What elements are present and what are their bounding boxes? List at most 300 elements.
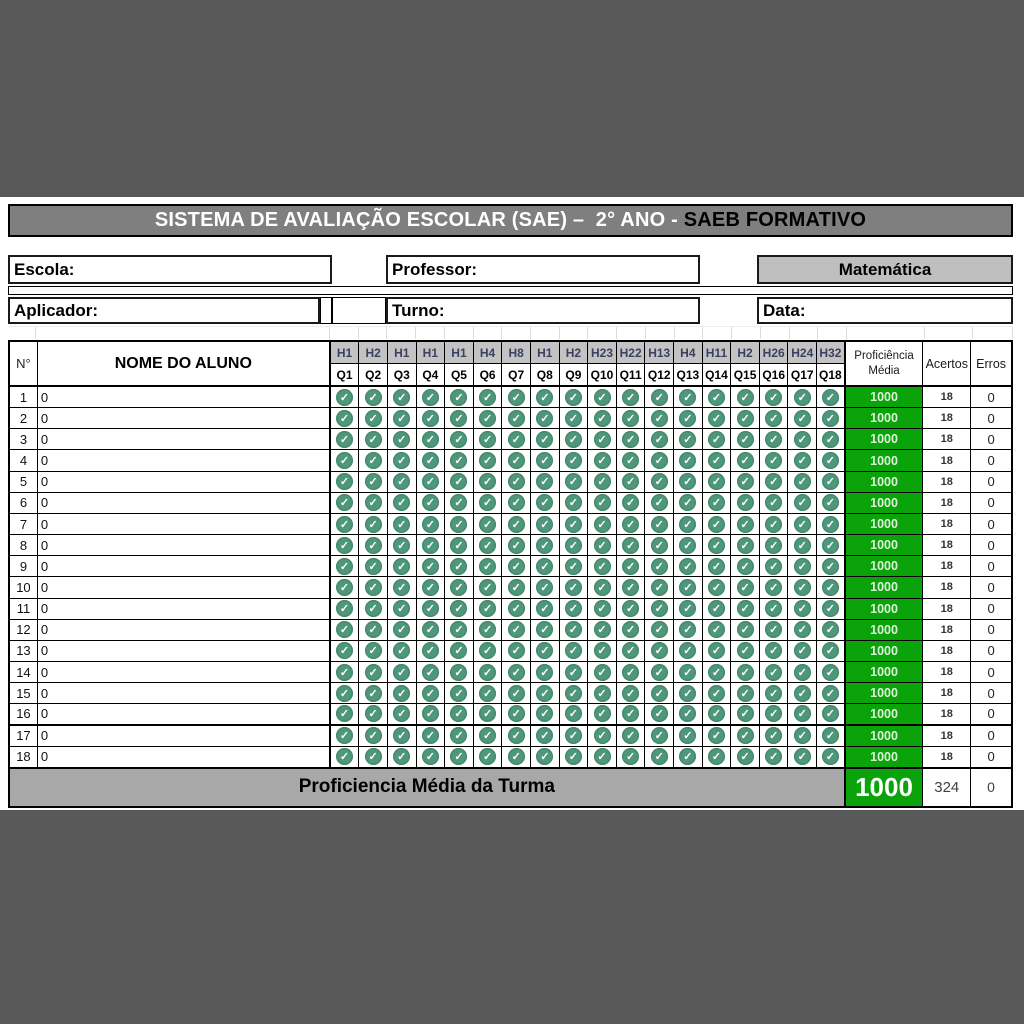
answer-cell-q8[interactable] bbox=[531, 493, 560, 514]
answer-cell-q6[interactable] bbox=[474, 747, 503, 768]
answer-cell-q10[interactable] bbox=[588, 493, 617, 514]
answer-cell-q9[interactable] bbox=[560, 429, 589, 450]
answer-cell-q8[interactable] bbox=[531, 704, 560, 725]
answer-cell-q10[interactable] bbox=[588, 408, 617, 429]
answer-cell-q4[interactable] bbox=[417, 620, 446, 641]
answer-cell-q12[interactable] bbox=[645, 683, 674, 704]
answer-cell-q3[interactable] bbox=[388, 704, 417, 725]
answer-cell-q5[interactable] bbox=[445, 747, 474, 768]
answer-cell-q8[interactable] bbox=[531, 641, 560, 662]
answer-cell-q15[interactable] bbox=[731, 387, 760, 408]
answer-cell-q1[interactable] bbox=[331, 683, 360, 704]
answer-cell-q18[interactable] bbox=[817, 514, 846, 535]
answer-cell-q1[interactable] bbox=[331, 429, 360, 450]
answer-cell-q16[interactable] bbox=[760, 472, 789, 493]
answer-cell-q16[interactable] bbox=[760, 577, 789, 598]
answer-cell-q14[interactable] bbox=[703, 387, 732, 408]
answer-cell-q8[interactable] bbox=[531, 599, 560, 620]
answer-cell-q3[interactable] bbox=[388, 556, 417, 577]
escola-field[interactable] bbox=[8, 255, 332, 284]
answer-cell-q1[interactable] bbox=[331, 387, 360, 408]
answer-cell-q6[interactable] bbox=[474, 429, 503, 450]
answer-cell-q5[interactable] bbox=[445, 620, 474, 641]
answer-cell-q9[interactable] bbox=[560, 641, 589, 662]
answer-cell-q8[interactable] bbox=[531, 387, 560, 408]
answer-cell-q12[interactable] bbox=[645, 535, 674, 556]
answer-cell-q12[interactable] bbox=[645, 387, 674, 408]
answer-cell-q14[interactable] bbox=[703, 620, 732, 641]
answer-cell-q8[interactable] bbox=[531, 577, 560, 598]
answer-cell-q10[interactable] bbox=[588, 704, 617, 725]
answer-cell-q18[interactable] bbox=[817, 472, 846, 493]
answer-cell-q8[interactable] bbox=[531, 408, 560, 429]
answer-cell-q14[interactable] bbox=[703, 683, 732, 704]
student-name-cell[interactable]: 0 bbox=[38, 662, 331, 683]
answer-cell-q8[interactable] bbox=[531, 535, 560, 556]
answer-cell-q11[interactable] bbox=[617, 450, 646, 471]
student-name-cell[interactable]: 0 bbox=[38, 577, 331, 598]
answer-cell-q2[interactable] bbox=[359, 535, 388, 556]
answer-cell-q8[interactable] bbox=[531, 556, 560, 577]
answer-cell-q15[interactable] bbox=[731, 620, 760, 641]
answer-cell-q4[interactable] bbox=[417, 493, 446, 514]
answer-cell-q2[interactable] bbox=[359, 577, 388, 598]
answer-cell-q6[interactable] bbox=[474, 641, 503, 662]
answer-cell-q9[interactable] bbox=[560, 493, 589, 514]
student-name-cell[interactable]: 0 bbox=[38, 620, 331, 641]
answer-cell-q11[interactable] bbox=[617, 493, 646, 514]
data-field[interactable] bbox=[757, 297, 1013, 324]
answer-cell-q11[interactable] bbox=[617, 726, 646, 747]
answer-cell-q7[interactable] bbox=[502, 387, 531, 408]
answer-cell-q11[interactable] bbox=[617, 683, 646, 704]
answer-cell-q3[interactable] bbox=[388, 450, 417, 471]
answer-cell-q13[interactable] bbox=[674, 577, 703, 598]
answer-cell-q10[interactable] bbox=[588, 662, 617, 683]
answer-cell-q8[interactable] bbox=[531, 514, 560, 535]
answer-cell-q6[interactable] bbox=[474, 704, 503, 725]
answer-cell-q18[interactable] bbox=[817, 556, 846, 577]
answer-cell-q10[interactable] bbox=[588, 535, 617, 556]
answer-cell-q3[interactable] bbox=[388, 472, 417, 493]
answer-cell-q4[interactable] bbox=[417, 747, 446, 768]
answer-cell-q1[interactable] bbox=[331, 556, 360, 577]
answer-cell-q1[interactable] bbox=[331, 747, 360, 768]
answer-cell-q16[interactable] bbox=[760, 387, 789, 408]
answer-cell-q3[interactable] bbox=[388, 387, 417, 408]
student-name-cell[interactable]: 0 bbox=[38, 726, 331, 747]
answer-cell-q13[interactable] bbox=[674, 535, 703, 556]
answer-cell-q15[interactable] bbox=[731, 408, 760, 429]
answer-cell-q9[interactable] bbox=[560, 683, 589, 704]
answer-cell-q12[interactable] bbox=[645, 726, 674, 747]
answer-cell-q14[interactable] bbox=[703, 514, 732, 535]
answer-cell-q4[interactable] bbox=[417, 726, 446, 747]
answer-cell-q1[interactable] bbox=[331, 577, 360, 598]
answer-cell-q1[interactable] bbox=[331, 704, 360, 725]
answer-cell-q10[interactable] bbox=[588, 599, 617, 620]
answer-cell-q13[interactable] bbox=[674, 620, 703, 641]
answer-cell-q10[interactable] bbox=[588, 726, 617, 747]
answer-cell-q9[interactable] bbox=[560, 408, 589, 429]
answer-cell-q18[interactable] bbox=[817, 493, 846, 514]
student-name-cell[interactable]: 0 bbox=[38, 535, 331, 556]
answer-cell-q16[interactable] bbox=[760, 450, 789, 471]
answer-cell-q14[interactable] bbox=[703, 577, 732, 598]
answer-cell-q11[interactable] bbox=[617, 641, 646, 662]
answer-cell-q12[interactable] bbox=[645, 704, 674, 725]
answer-cell-q12[interactable] bbox=[645, 747, 674, 768]
answer-cell-q18[interactable] bbox=[817, 620, 846, 641]
answer-cell-q10[interactable] bbox=[588, 577, 617, 598]
answer-cell-q18[interactable] bbox=[817, 429, 846, 450]
answer-cell-q5[interactable] bbox=[445, 556, 474, 577]
answer-cell-q17[interactable] bbox=[788, 472, 817, 493]
answer-cell-q6[interactable] bbox=[474, 408, 503, 429]
answer-cell-q17[interactable] bbox=[788, 429, 817, 450]
answer-cell-q6[interactable] bbox=[474, 493, 503, 514]
answer-cell-q14[interactable] bbox=[703, 450, 732, 471]
answer-cell-q1[interactable] bbox=[331, 514, 360, 535]
answer-cell-q1[interactable] bbox=[331, 620, 360, 641]
answer-cell-q15[interactable] bbox=[731, 726, 760, 747]
answer-cell-q12[interactable] bbox=[645, 408, 674, 429]
answer-cell-q16[interactable] bbox=[760, 662, 789, 683]
answer-cell-q14[interactable] bbox=[703, 493, 732, 514]
answer-cell-q12[interactable] bbox=[645, 662, 674, 683]
answer-cell-q15[interactable] bbox=[731, 704, 760, 725]
answer-cell-q13[interactable] bbox=[674, 641, 703, 662]
answer-cell-q7[interactable] bbox=[502, 472, 531, 493]
turno-field[interactable] bbox=[386, 297, 700, 324]
answer-cell-q3[interactable] bbox=[388, 683, 417, 704]
answer-cell-q7[interactable] bbox=[502, 493, 531, 514]
answer-cell-q17[interactable] bbox=[788, 620, 817, 641]
answer-cell-q9[interactable] bbox=[560, 535, 589, 556]
answer-cell-q4[interactable] bbox=[417, 472, 446, 493]
answer-cell-q9[interactable] bbox=[560, 577, 589, 598]
answer-cell-q6[interactable] bbox=[474, 577, 503, 598]
answer-cell-q1[interactable] bbox=[331, 641, 360, 662]
answer-cell-q8[interactable] bbox=[531, 472, 560, 493]
answer-cell-q5[interactable] bbox=[445, 577, 474, 598]
answer-cell-q7[interactable] bbox=[502, 514, 531, 535]
answer-cell-q15[interactable] bbox=[731, 747, 760, 768]
aplicador-field[interactable] bbox=[8, 297, 320, 324]
answer-cell-q17[interactable] bbox=[788, 662, 817, 683]
answer-cell-q13[interactable] bbox=[674, 408, 703, 429]
answer-cell-q2[interactable] bbox=[359, 620, 388, 641]
answer-cell-q3[interactable] bbox=[388, 408, 417, 429]
professor-field[interactable] bbox=[386, 255, 700, 284]
answer-cell-q3[interactable] bbox=[388, 514, 417, 535]
answer-cell-q9[interactable] bbox=[560, 704, 589, 725]
answer-cell-q6[interactable] bbox=[474, 450, 503, 471]
answer-cell-q18[interactable] bbox=[817, 599, 846, 620]
answer-cell-q2[interactable] bbox=[359, 599, 388, 620]
answer-cell-q10[interactable] bbox=[588, 683, 617, 704]
answer-cell-q8[interactable] bbox=[531, 683, 560, 704]
answer-cell-q9[interactable] bbox=[560, 472, 589, 493]
answer-cell-q10[interactable] bbox=[588, 387, 617, 408]
answer-cell-q5[interactable] bbox=[445, 662, 474, 683]
answer-cell-q13[interactable] bbox=[674, 662, 703, 683]
answer-cell-q13[interactable] bbox=[674, 472, 703, 493]
answer-cell-q1[interactable] bbox=[331, 408, 360, 429]
answer-cell-q3[interactable] bbox=[388, 641, 417, 662]
answer-cell-q10[interactable] bbox=[588, 514, 617, 535]
answer-cell-q17[interactable] bbox=[788, 599, 817, 620]
answer-cell-q13[interactable] bbox=[674, 556, 703, 577]
answer-cell-q14[interactable] bbox=[703, 726, 732, 747]
answer-cell-q4[interactable] bbox=[417, 599, 446, 620]
answer-cell-q15[interactable] bbox=[731, 641, 760, 662]
answer-cell-q12[interactable] bbox=[645, 472, 674, 493]
answer-cell-q11[interactable] bbox=[617, 408, 646, 429]
answer-cell-q18[interactable] bbox=[817, 577, 846, 598]
answer-cell-q8[interactable] bbox=[531, 620, 560, 641]
answer-cell-q1[interactable] bbox=[331, 450, 360, 471]
answer-cell-q9[interactable] bbox=[560, 662, 589, 683]
answer-cell-q6[interactable] bbox=[474, 599, 503, 620]
answer-cell-q10[interactable] bbox=[588, 641, 617, 662]
answer-cell-q5[interactable] bbox=[445, 535, 474, 556]
answer-cell-q8[interactable] bbox=[531, 429, 560, 450]
answer-cell-q18[interactable] bbox=[817, 387, 846, 408]
answer-cell-q16[interactable] bbox=[760, 704, 789, 725]
student-name-cell[interactable]: 0 bbox=[38, 514, 331, 535]
answer-cell-q6[interactable] bbox=[474, 387, 503, 408]
answer-cell-q17[interactable] bbox=[788, 450, 817, 471]
answer-cell-q1[interactable] bbox=[331, 535, 360, 556]
answer-cell-q13[interactable] bbox=[674, 726, 703, 747]
answer-cell-q17[interactable] bbox=[788, 514, 817, 535]
answer-cell-q17[interactable] bbox=[788, 408, 817, 429]
answer-cell-q9[interactable] bbox=[560, 387, 589, 408]
answer-cell-q13[interactable] bbox=[674, 493, 703, 514]
answer-cell-q10[interactable] bbox=[588, 747, 617, 768]
answer-cell-q10[interactable] bbox=[588, 556, 617, 577]
answer-cell-q3[interactable] bbox=[388, 535, 417, 556]
answer-cell-q7[interactable] bbox=[502, 662, 531, 683]
answer-cell-q14[interactable] bbox=[703, 429, 732, 450]
answer-cell-q7[interactable] bbox=[502, 556, 531, 577]
answer-cell-q16[interactable] bbox=[760, 726, 789, 747]
answer-cell-q5[interactable] bbox=[445, 683, 474, 704]
student-name-cell[interactable]: 0 bbox=[38, 704, 331, 725]
answer-cell-q13[interactable] bbox=[674, 429, 703, 450]
answer-cell-q2[interactable] bbox=[359, 387, 388, 408]
answer-cell-q11[interactable] bbox=[617, 514, 646, 535]
answer-cell-q4[interactable] bbox=[417, 704, 446, 725]
answer-cell-q4[interactable] bbox=[417, 662, 446, 683]
answer-cell-q12[interactable] bbox=[645, 599, 674, 620]
answer-cell-q5[interactable] bbox=[445, 472, 474, 493]
answer-cell-q16[interactable] bbox=[760, 429, 789, 450]
answer-cell-q9[interactable] bbox=[560, 450, 589, 471]
answer-cell-q11[interactable] bbox=[617, 620, 646, 641]
answer-cell-q7[interactable] bbox=[502, 683, 531, 704]
answer-cell-q17[interactable] bbox=[788, 641, 817, 662]
answer-cell-q11[interactable] bbox=[617, 577, 646, 598]
answer-cell-q15[interactable] bbox=[731, 472, 760, 493]
answer-cell-q6[interactable] bbox=[474, 726, 503, 747]
answer-cell-q6[interactable] bbox=[474, 535, 503, 556]
answer-cell-q3[interactable] bbox=[388, 429, 417, 450]
answer-cell-q11[interactable] bbox=[617, 747, 646, 768]
answer-cell-q2[interactable] bbox=[359, 662, 388, 683]
answer-cell-q5[interactable] bbox=[445, 387, 474, 408]
answer-cell-q17[interactable] bbox=[788, 704, 817, 725]
answer-cell-q14[interactable] bbox=[703, 599, 732, 620]
answer-cell-q16[interactable] bbox=[760, 620, 789, 641]
answer-cell-q2[interactable] bbox=[359, 556, 388, 577]
answer-cell-q13[interactable] bbox=[674, 599, 703, 620]
answer-cell-q3[interactable] bbox=[388, 726, 417, 747]
answer-cell-q14[interactable] bbox=[703, 641, 732, 662]
answer-cell-q3[interactable] bbox=[388, 577, 417, 598]
answer-cell-q14[interactable] bbox=[703, 535, 732, 556]
answer-cell-q11[interactable] bbox=[617, 662, 646, 683]
answer-cell-q9[interactable] bbox=[560, 556, 589, 577]
student-name-cell[interactable]: 0 bbox=[38, 641, 331, 662]
answer-cell-q5[interactable] bbox=[445, 408, 474, 429]
answer-cell-q2[interactable] bbox=[359, 450, 388, 471]
answer-cell-q1[interactable] bbox=[331, 472, 360, 493]
answer-cell-q12[interactable] bbox=[645, 577, 674, 598]
answer-cell-q2[interactable] bbox=[359, 683, 388, 704]
answer-cell-q7[interactable] bbox=[502, 747, 531, 768]
answer-cell-q18[interactable] bbox=[817, 408, 846, 429]
answer-cell-q8[interactable] bbox=[531, 662, 560, 683]
answer-cell-q14[interactable] bbox=[703, 662, 732, 683]
answer-cell-q4[interactable] bbox=[417, 514, 446, 535]
answer-cell-q2[interactable] bbox=[359, 429, 388, 450]
answer-cell-q1[interactable] bbox=[331, 662, 360, 683]
answer-cell-q8[interactable] bbox=[531, 747, 560, 768]
answer-cell-q7[interactable] bbox=[502, 450, 531, 471]
answer-cell-q1[interactable] bbox=[331, 493, 360, 514]
answer-cell-q15[interactable] bbox=[731, 535, 760, 556]
answer-cell-q7[interactable] bbox=[502, 726, 531, 747]
answer-cell-q15[interactable] bbox=[731, 683, 760, 704]
answer-cell-q11[interactable] bbox=[617, 556, 646, 577]
answer-cell-q4[interactable] bbox=[417, 535, 446, 556]
answer-cell-q9[interactable] bbox=[560, 599, 589, 620]
answer-cell-q3[interactable] bbox=[388, 620, 417, 641]
answer-cell-q11[interactable] bbox=[617, 429, 646, 450]
answer-cell-q9[interactable] bbox=[560, 514, 589, 535]
answer-cell-q16[interactable] bbox=[760, 535, 789, 556]
answer-cell-q9[interactable] bbox=[560, 747, 589, 768]
answer-cell-q16[interactable] bbox=[760, 641, 789, 662]
answer-cell-q13[interactable] bbox=[674, 683, 703, 704]
answer-cell-q12[interactable] bbox=[645, 429, 674, 450]
answer-cell-q6[interactable] bbox=[474, 514, 503, 535]
answer-cell-q11[interactable] bbox=[617, 535, 646, 556]
answer-cell-q10[interactable] bbox=[588, 450, 617, 471]
answer-cell-q5[interactable] bbox=[445, 429, 474, 450]
answer-cell-q5[interactable] bbox=[445, 493, 474, 514]
answer-cell-q13[interactable] bbox=[674, 514, 703, 535]
answer-cell-q14[interactable] bbox=[703, 408, 732, 429]
answer-cell-q16[interactable] bbox=[760, 599, 789, 620]
answer-cell-q1[interactable] bbox=[331, 726, 360, 747]
answer-cell-q16[interactable] bbox=[760, 556, 789, 577]
answer-cell-q12[interactable] bbox=[645, 620, 674, 641]
answer-cell-q5[interactable] bbox=[445, 514, 474, 535]
answer-cell-q4[interactable] bbox=[417, 450, 446, 471]
answer-cell-q17[interactable] bbox=[788, 556, 817, 577]
student-name-cell[interactable]: 0 bbox=[38, 387, 331, 408]
answer-cell-q17[interactable] bbox=[788, 747, 817, 768]
answer-cell-q6[interactable] bbox=[474, 472, 503, 493]
answer-cell-q4[interactable] bbox=[417, 556, 446, 577]
answer-cell-q8[interactable] bbox=[531, 726, 560, 747]
answer-cell-q18[interactable] bbox=[817, 662, 846, 683]
student-name-cell[interactable]: 0 bbox=[38, 599, 331, 620]
answer-cell-q16[interactable] bbox=[760, 683, 789, 704]
answer-cell-q14[interactable] bbox=[703, 556, 732, 577]
answer-cell-q6[interactable] bbox=[474, 556, 503, 577]
answer-cell-q2[interactable] bbox=[359, 704, 388, 725]
answer-cell-q16[interactable] bbox=[760, 493, 789, 514]
answer-cell-q16[interactable] bbox=[760, 747, 789, 768]
answer-cell-q2[interactable] bbox=[359, 726, 388, 747]
answer-cell-q18[interactable] bbox=[817, 704, 846, 725]
answer-cell-q13[interactable] bbox=[674, 747, 703, 768]
answer-cell-q2[interactable] bbox=[359, 493, 388, 514]
answer-cell-q12[interactable] bbox=[645, 514, 674, 535]
answer-cell-q15[interactable] bbox=[731, 599, 760, 620]
answer-cell-q17[interactable] bbox=[788, 493, 817, 514]
answer-cell-q7[interactable] bbox=[502, 535, 531, 556]
answer-cell-q11[interactable] bbox=[617, 704, 646, 725]
answer-cell-q7[interactable] bbox=[502, 599, 531, 620]
answer-cell-q2[interactable] bbox=[359, 641, 388, 662]
answer-cell-q7[interactable] bbox=[502, 577, 531, 598]
answer-cell-q12[interactable] bbox=[645, 450, 674, 471]
answer-cell-q8[interactable] bbox=[531, 450, 560, 471]
answer-cell-q2[interactable] bbox=[359, 472, 388, 493]
student-name-cell[interactable]: 0 bbox=[38, 556, 331, 577]
answer-cell-q2[interactable] bbox=[359, 408, 388, 429]
answer-cell-q17[interactable] bbox=[788, 683, 817, 704]
answer-cell-q4[interactable] bbox=[417, 429, 446, 450]
student-name-cell[interactable]: 0 bbox=[38, 408, 331, 429]
answer-cell-q7[interactable] bbox=[502, 408, 531, 429]
answer-cell-q6[interactable] bbox=[474, 662, 503, 683]
answer-cell-q13[interactable] bbox=[674, 450, 703, 471]
student-name-cell[interactable]: 0 bbox=[38, 683, 331, 704]
answer-cell-q14[interactable] bbox=[703, 704, 732, 725]
answer-cell-q15[interactable] bbox=[731, 514, 760, 535]
answer-cell-q4[interactable] bbox=[417, 387, 446, 408]
answer-cell-q11[interactable] bbox=[617, 599, 646, 620]
answer-cell-q11[interactable] bbox=[617, 387, 646, 408]
answer-cell-q7[interactable] bbox=[502, 641, 531, 662]
answer-cell-q7[interactable] bbox=[502, 704, 531, 725]
answer-cell-q3[interactable] bbox=[388, 599, 417, 620]
answer-cell-q4[interactable] bbox=[417, 641, 446, 662]
answer-cell-q9[interactable] bbox=[560, 620, 589, 641]
answer-cell-q7[interactable] bbox=[502, 429, 531, 450]
student-name-cell[interactable]: 0 bbox=[38, 493, 331, 514]
answer-cell-q12[interactable] bbox=[645, 641, 674, 662]
answer-cell-q15[interactable] bbox=[731, 429, 760, 450]
answer-cell-q17[interactable] bbox=[788, 387, 817, 408]
answer-cell-q18[interactable] bbox=[817, 641, 846, 662]
